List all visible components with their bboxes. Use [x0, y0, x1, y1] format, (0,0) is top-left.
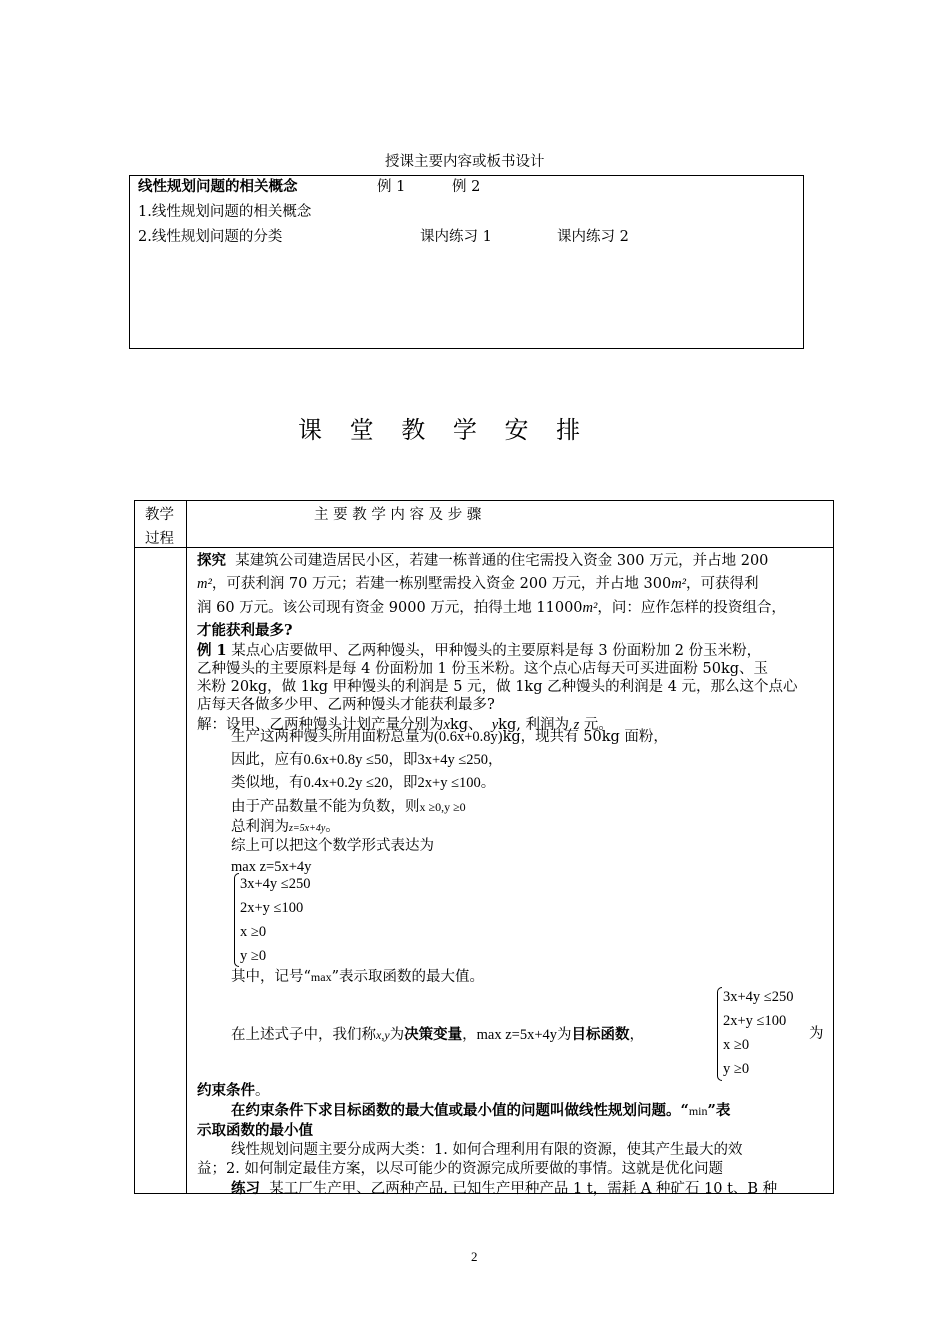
definition-line2: 示取函数的最小值	[197, 1122, 313, 1139]
solution-line6: 总利润为z=5x+4y。	[231, 819, 340, 835]
section-title: 课 堂 教 学 安 排	[298, 416, 591, 444]
main-content	[197, 550, 829, 736]
example1-line4: 店每天各做多少甲、乙两种馒头才能获利最多?	[197, 697, 495, 713]
col1-header: 教学 过程	[145, 507, 174, 547]
classification-line2: 益；2. 如何制定最佳方案，以尽可能少的资源完成所要做的事情。这就是优化问题	[197, 1161, 723, 1177]
constraint-brace	[234, 873, 239, 967]
table-header-divider	[134, 547, 834, 548]
solution-line9: 在上述式子中，我们称x,y为决策变量，max z=5x+4y为目标函数，	[231, 1026, 645, 1043]
explore-line2: m²，可获利润 70 万元；若建一栋别墅需投入资金 200 万元，并占地 300m²，可获得利	[197, 576, 759, 592]
solution-line7: 综上可以把这个数学形式表达为	[231, 838, 434, 854]
objective-max: max z=5x+4y	[231, 859, 312, 875]
board-row1-title: 线性规划问题的相关概念	[138, 178, 298, 195]
solution-line4: 类似地，有0.4x+0.2y ≤20，即2x+y ≤100。	[231, 775, 496, 791]
definition-line1: 在约束条件下求目标函数的最大值或最小值的问题叫做线性规划问题。“min”表	[231, 1102, 731, 1119]
solution-line2: 生产这两种馒头所用面粉总量为(0.6x+0.8y)kg，现共有 50kg 面粉，	[231, 729, 668, 745]
board-design-heading: 授课主要内容或板书设计	[385, 154, 545, 170]
solution-line1: 解：设甲、乙两种馒头计划产量分别为xkg、 ykg, 利润为 z 元。	[197, 717, 613, 733]
classification-line1: 线性规划问题主要分成两大类：1. 如何合理利用有限的资源，使其产生最大的效	[231, 1142, 743, 1158]
solution-line3: 因此，应有0.6x+0.8y ≤50，即3x+4y ≤250，	[231, 752, 503, 768]
solution-line9-end: 为	[809, 1026, 824, 1042]
explore-line4: 才能获利最多?	[197, 622, 293, 639]
example1-line2: 乙种馒头的主要原料是每 4 份面粉加 1 份玉米粉。这个点心店每天可买进面粉 50kg、玉	[197, 661, 769, 677]
board-example2: 例 2	[452, 179, 481, 195]
constraint-system-1: 3x+4y ≤250 2x+y ≤100 x ≥0 y ≥0	[240, 876, 311, 964]
constraint-brace-2	[717, 987, 722, 1081]
board-design-table	[129, 175, 804, 349]
constraint-system-2: 3x+4y ≤250 2x+y ≤100 x ≥0 y ≥0	[723, 989, 794, 1077]
page-number: 2	[471, 1249, 478, 1264]
practice-line1: 练习 某工厂生产甲、乙两种产品. 已知生产甲种产品 1 t，需耗 A 种矿石 10 t、B 种	[231, 1180, 778, 1197]
board-row2: 1.线性规划问题的相关概念	[138, 204, 312, 220]
board-row3: 2.线性规划问题的分类	[138, 229, 283, 245]
solution-line5: 由于产品数量不能为负数，则x ≥0,y ≥0	[231, 799, 466, 815]
explore-line3: 润 60 万元。该公司现有资金 9000 万元，拍得土地 11000m²，问：应作怎样的投资组合，	[197, 600, 786, 616]
example1-line3: 米粉 20kg，做 1kg 甲种馒头的利润是 5 元，做 1kg 乙种馒头的利润是 4 元，那么这个点心	[197, 679, 798, 695]
solution-line8: 其中，记号“max”表示取函数的最大值。	[231, 969, 485, 985]
col2-header: 主 要 教 学 内 容 及 步 骤	[314, 507, 482, 523]
example1-line1: 例 1 某点心店要做甲、乙两种馒头，甲种馒头的主要原料是每 3 份面粉加 2 份玉米粉，	[197, 642, 762, 659]
solution-body	[231, 726, 668, 880]
board-example1: 例 1	[377, 179, 406, 195]
explore-line1: 探究 某建筑公司建造居民小区，若建一栋普通的住宅需投入资金 300 万元，并占地 200	[197, 552, 769, 569]
board-practice1: 课内练习 1	[420, 229, 492, 245]
board-practice2: 课内练习 2	[557, 229, 629, 245]
definition-block	[197, 1081, 829, 1199]
constraint-term: 约束条件。	[197, 1082, 270, 1099]
table-column-divider	[186, 500, 187, 1194]
